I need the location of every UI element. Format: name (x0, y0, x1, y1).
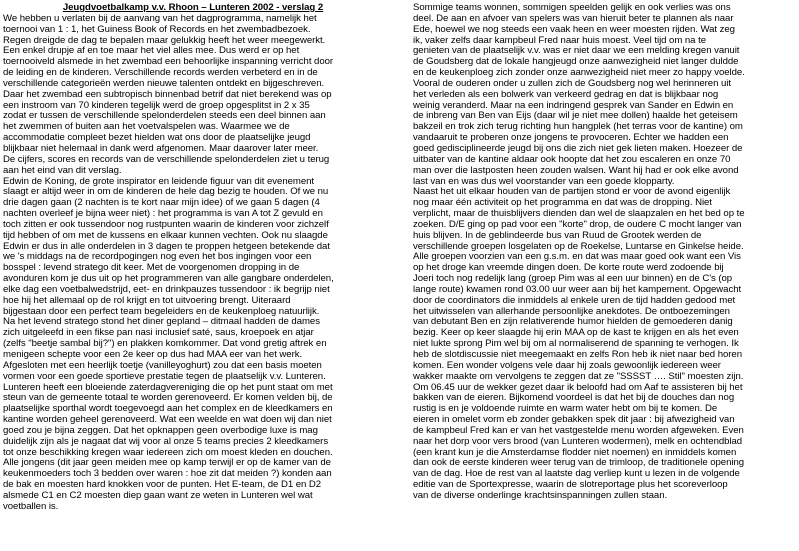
text-line: door de coordinators die inmiddels al enkele uren de tijd hadden gedood met (413, 294, 736, 306)
text-line: Afgesloten met een heerlijk toetje (vanilleyoghurt) zou dat een basis moeten (3, 359, 322, 371)
text-line: bijgestaan door een perfect team begeleiders en de keukenploeg natuurlijk. (3, 305, 320, 317)
text-line: op het droge kan vreemde dingen doen. De korte route werd zodoende bij (413, 262, 724, 274)
text-line: We hebben u verlaten bij de aanvang van het dagprogramma, namelijk het (3, 12, 317, 24)
text-line: dan ook de eerste kinderen weer terug van de trimloop, de traditionele opening (413, 457, 745, 469)
text-line: Regen dreigde de dag te bepalen maar gelukkig heeft het weer meegewerkt. (3, 34, 326, 46)
text-line: uitbater van de kantine aldaar ook hoopte dat het zou escaleren en onze 70 (413, 153, 731, 165)
text-line: Lunteren heeft een bloeiende zaterdagvereniging die op het punt staat om met (3, 381, 333, 393)
text-line: blijkbaar niet helemaal in dank werd afgenomen. Maar daarover later meer. (3, 142, 319, 154)
text-line: van debutant Ben en zijn relativerende humor hielden de gemoederen danig (413, 316, 733, 328)
text-line: steun van de gemeente totaal te worden gerenoveerd. Er komen velden bij, de (3, 392, 333, 404)
right-column (413, 3, 797, 502)
text-line: Joeri toch nog redelijk lang (groep Pim was al een uur binnen) en de C's (op (413, 273, 733, 285)
text-line: drie dagen gaan (2 nachten is te kort naar mijn idee) of we gaan 5 dagen (4 (3, 197, 320, 209)
text-line: Alle groepen voorzien van een g.s.m. en dat was maar goed ook want een Vis (413, 251, 741, 263)
text-line: ik, vaker zelfs daar kampbeul Fred naar huis moest. Veel tijd om na te (413, 34, 706, 46)
text-line: avonduren kom je dus uit op het programmeren van alle gangbare onderdelen, (3, 273, 334, 285)
text-line: Om 06.45 uur de wekker gezet daar ik beloofd had om Aaf te assisteren bij het (413, 381, 743, 393)
text-line: (een krant kun je die Amsterdamse flodder niet noemen) en inmiddels komen (413, 446, 737, 458)
text-line: het uitwisselen van allerhande persoonlijke anekdotes. De ontboezemingen (413, 305, 730, 317)
text-line: elke dag een voetbalwedstrijd, eet- en drinkpauzes tussendoor : ik begrijp niet (3, 283, 330, 295)
text-line: vormen voor een goede sportieve prestatie tegen de plaatselijk v.v. Lunteren. (3, 370, 326, 382)
text-line: zodat er tussen de verschillende spelonderdelen steeds een deel binnen aan (3, 110, 326, 122)
text-line: en de keukenploeg zich zonder onze aanwezigheid niet meer zo happy voelde. (413, 67, 745, 79)
text-line: de inbreng van Ben van Eijs (daar wil je niet mee dollen) haalde het geteisem (413, 110, 738, 122)
text-line: goed zou je bijna zeggen. Dat het opknappen geen overbodige luxe is mag (3, 424, 318, 436)
text-line: De cijfers, scores en records van de verschillende spelonderdelen ziet u terug (3, 153, 330, 165)
text-line: toch zitten er ook tussendoor nog rustpunten waarin de kinderen voor zichzelf (3, 218, 329, 230)
text-line: tijd hebben of om met de kussens en elkaar kunnen vechten. Ook nu slaagde (3, 229, 328, 241)
text-line: accommodatie compleet bezet hielden wat ons door de plaatselijke jeugd (3, 132, 311, 144)
text-line: bosspel : levend stratego dit keer. Met de voorgenomen dropping in de (3, 262, 300, 274)
text-line: voetballen is. (3, 500, 59, 512)
text-line: komen. Een wonder volgens vele daar hij zoals gewoonlijk iedereen weer (413, 359, 721, 371)
text-line: keukenmoeders toch 3 bedden over waren : hoe zit dat meiden ?) konden aan (3, 468, 332, 480)
text-line: tot onze beschikking kregen waar iedereen zich om moest kleden en douchen. (3, 446, 333, 458)
text-line: hoe hij het allemaal op de rol krijgt en tot uitvoering brengt. Uiteraard (3, 294, 291, 306)
text-line: naar het dorp voor vers brood (van Lunteren wodermen), melk en ochtendblad (413, 435, 743, 447)
text-line: Alle jongens (dit jaar geen meiden mee op kamp terwijl er op de kamer van de (3, 457, 331, 469)
text-line: weinig veranderd. Maar na een indringend gesprek van Sander en Edwin en (413, 99, 734, 111)
text-line: een instroom van 70 kinderen tegelijk werd de groep opgesplitst in 2 x 35 (3, 99, 310, 111)
text-line: Edwin er dus in alle onderdelen in 3 dagen te proppen hetgeen betekende dat (3, 240, 330, 252)
text-line: verschillende groepen losgelaten op de Roekelse, Luntarse en Ginkelse heide. (413, 240, 744, 252)
text-line: niet lukte sprong Pim wel bij om al normaliserend de spanning te verhogen. Ik (413, 338, 739, 350)
text-line: menigeen schepte voor een 2e keer op dus had MAA eer van het werk. (3, 349, 303, 360)
text-line: lange route) kwamen rond 03.00 uur weer aan bij het kampement. Opgewacht (413, 283, 742, 295)
text-line: zoeken. D/E ging op pad voor een "korte" drop, de oudere C mocht langer van (413, 218, 742, 230)
text-line: genieten van de plaatselijk v.v. was er niet daar we een melding kregen vanuit (413, 45, 740, 57)
text-line: bakken van de eieren. Bijkomend voordeel is dat het bij de douches dan nog (413, 392, 735, 404)
text-line: de bak en moesten hard knokken voor de punten. Het E-team, de D1 en D2 (3, 479, 322, 491)
text-line: slaagt er altijd weer in om de kinderen de hele dag bezig te houden. Of we nu (3, 186, 329, 198)
text-line: aan het eind van dit verslag. (3, 164, 122, 176)
text-line: eieren in omelet vorm eb zonder gebakken spek dit jaar : bij afwezigheid van (413, 414, 735, 426)
text-line: nachten overleef je bijna weer niet) : het programma is van A tot Z gevuld en (3, 208, 323, 220)
text-line: bezig. Keer op keer slaagde hij erin MAA op de kast te krijgen en als het even (413, 327, 739, 339)
text-line: de kampbeul Fred kan er van het vastgestelde menu worden afgeweken. Even (413, 424, 744, 436)
text-line: het zwemmen of buiten aan het voetvalspelen was. Waarmee we de (3, 121, 290, 133)
text-line: Sommige teams wonnen, sommigen speelden gelijk en ook verlies was ons (413, 2, 731, 13)
text-line: Naast het uit elkaar houden van de partijen stond er voor de avond eigenlijk (413, 186, 731, 198)
text-line: het verleden als een bolwerk van verkeerd gedrag en dat is blijkbaar nog (413, 88, 719, 100)
text-line: de Goudsberg dat de lokale hangjeugd onze aanwezigheid niet langer duldde (413, 56, 739, 68)
text-line: Daar het zwembad een subtropisch binnenbad betrif dat niet berekend was op (3, 88, 332, 100)
text-line: we 's middags na de recordpogingen nog even het bos ingingen voor een (3, 251, 312, 263)
text-line: vandaaruit te proberen onze jongens te provoceren. Echter we hadden een (413, 132, 729, 144)
text-line: plaatselijke sporthal wordt toegevoegd aan het complex en de kleedkamers en (3, 403, 333, 415)
text-line: kantine worden geheel gerenoveerd. Wat een weelde en wat doen wij dan niet (3, 414, 332, 426)
text-line: zich uitgeleefd in een fikse pan nasi inclusief saté, saus, kroepoek en atjar (3, 327, 314, 339)
text-line: de leiding en de kinderen. Verschillende records werden verbeterd en in de (3, 67, 318, 79)
right-column-text (413, 3, 797, 502)
text-line: toernooi van 1 : 1, het Guiness Book of Records en het zwembadbezoek. (3, 23, 311, 35)
text-line: toernooiveld alsmede in het zwembad een behoorlijke inspanning verricht door (3, 56, 334, 68)
text-line: heb de slotdiscussie niet meegemaakt en zelfs Ron heb ik niet naar bed horen (413, 349, 742, 360)
text-line: verplicht, maar de thuisblijvers dienden dan wel de slaapzalen en het bed op te (413, 208, 745, 220)
text-line: bakzeil en trok zich terug richting hun hangplek (het terras voor de kantine) om (413, 121, 743, 133)
text-line: duidelijk zijn als je nagaat dat wij voor al onze 5 teams precies 2 kleedkamers (3, 435, 329, 447)
left-column (3, 3, 383, 513)
text-line: van de dag. Hoe de rest van al laatste dag verliep kunt u lezen in de volgende (413, 468, 740, 480)
text-line: Een enkel drupje af en toe maar het viel alles mee. Dus werd er op het (3, 45, 300, 57)
text-line: nog maar één activiteit op het programma en dat was de dropping. Niet (413, 197, 712, 209)
text-line: deel. De aan en afvoer van spelers was van hieruit beter te plannen als naar (413, 12, 734, 24)
text-line: last van en was dus wel voorstander van een goede klopparty. (413, 175, 675, 187)
text-line: Edwin de Koning, de grote inspirator en leidende figuur van dit evenement (3, 175, 315, 187)
text-line: alsmede C1 en C2 moesten diep gaan want ze weten in Lunteren wel wat (3, 489, 313, 501)
text-line: Ede, hoewel we nog steeds een vaak heen en weer moesten rijden. Wat zeg (413, 23, 735, 35)
text-line: Vooral de ouderen onder u zullen zich de Goudsberg nog wel herinneren uit (413, 77, 731, 89)
text-line: (zelfs "beetje sambal bij?") en plakken komkommer. Dat vond gretig aftrek en (3, 338, 327, 350)
text-line: huis blijven. In de geblindeerde bus van Ruud de Grootek werden de (413, 229, 702, 241)
text-line: Na het levend stratego stond het diner gepland – ditmaal hadden de dames (3, 316, 320, 328)
text-line: editie van de Sportexpresse, waarin de slotreportage plus het scoreverloop (413, 479, 728, 491)
report-title: Jeugdvoetbalkamp v.v. Rhoon – Lunteren 2002 - verslag 2 (62, 2, 324, 13)
text-line: wakker maakte om vervolgens te zeggen dat ze "SSSST …. Stil" moesten zijn. (413, 370, 744, 382)
text-line: man over die lastposten heen zouden walsen. Want hij had er ook elke avond (413, 164, 739, 176)
left-column-text (3, 14, 383, 513)
text-line: verschillende categorieën werden nieuwe talenten ontdekt en bijgeschreven. (3, 77, 325, 89)
text-line: goed gedisciplineerde jeugd bij ons die zich niet gek lieten maken. Hoezeer de (413, 142, 743, 154)
text-line: van de diverse onderlinge krachtsinspanningen zullen staan. (413, 489, 668, 501)
text-line: rustig is en je voldoende ruimte en warm water hebt om bij te komen. De (413, 403, 718, 415)
